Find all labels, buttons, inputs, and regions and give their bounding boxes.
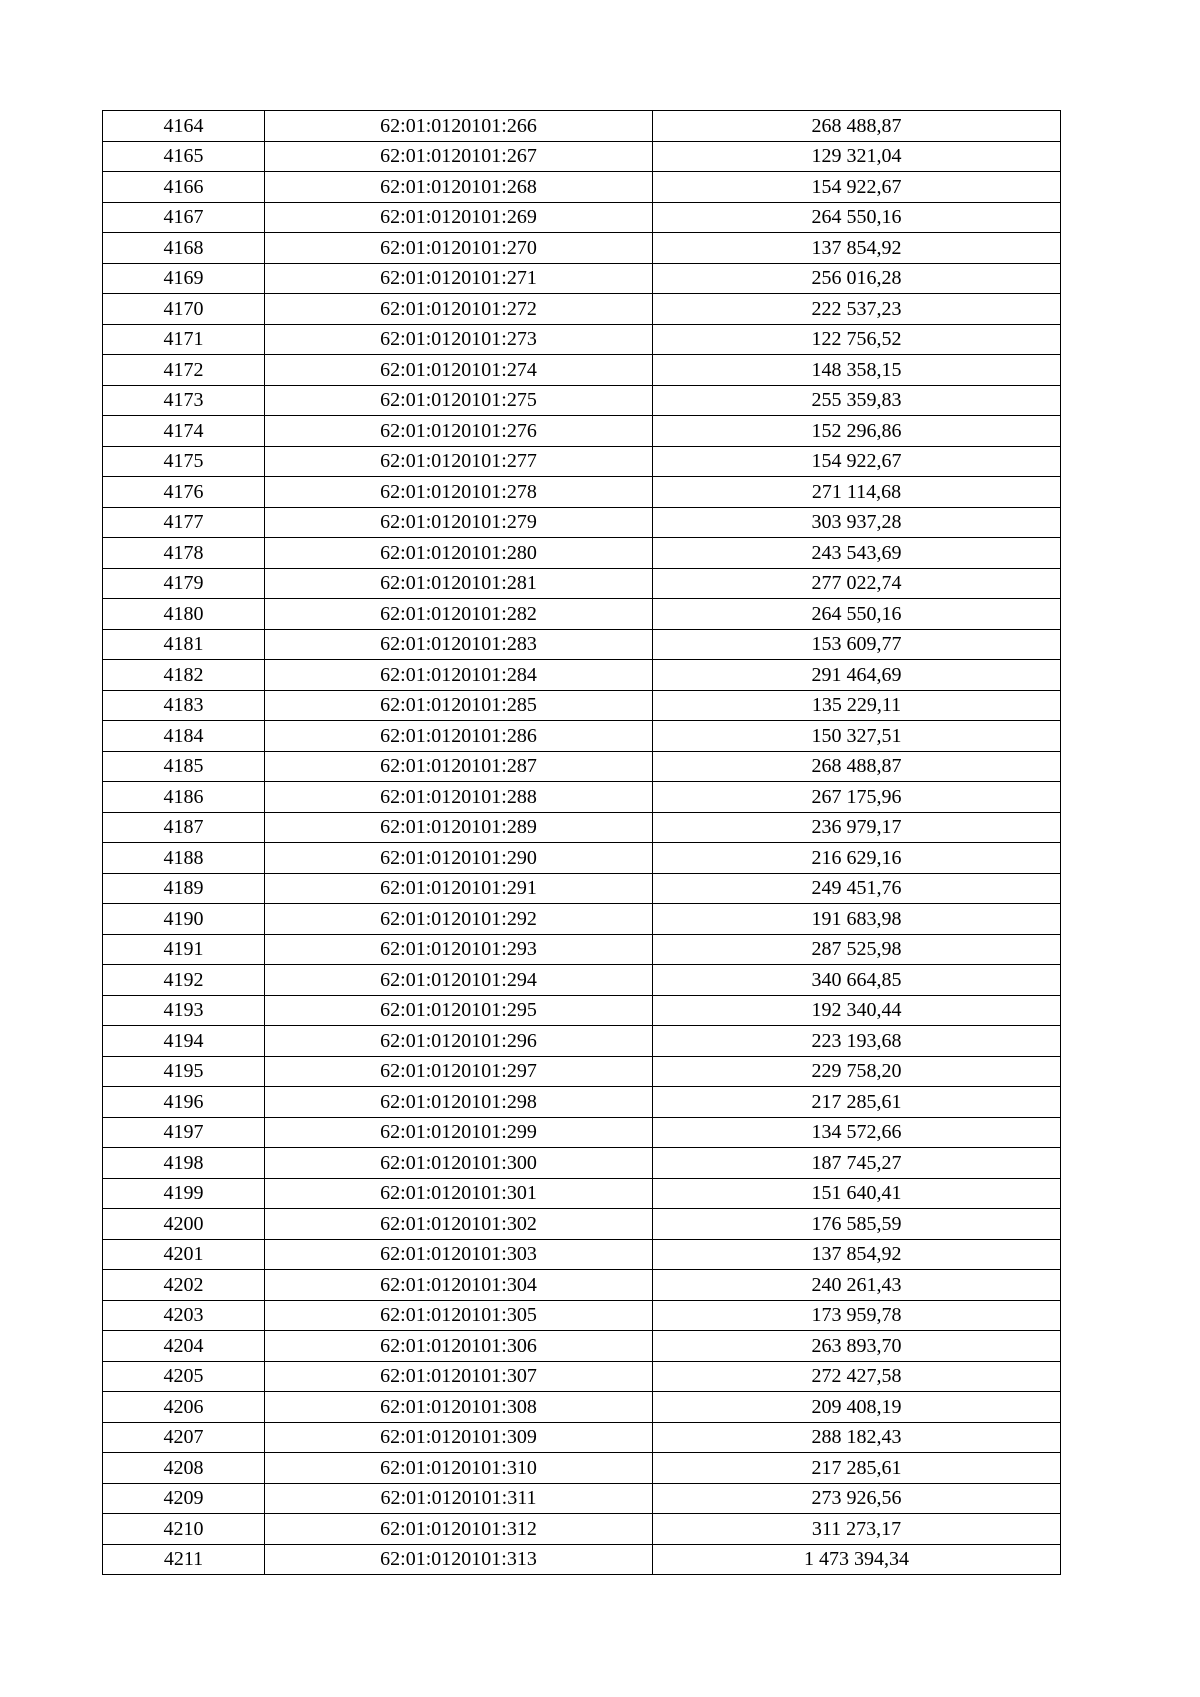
cadastral-number-cell: 62:01:0120101:309 — [265, 1422, 653, 1453]
row-number-cell: 4205 — [103, 1361, 265, 1392]
value-cell: 271 114,68 — [653, 477, 1061, 508]
cadastral-number-cell: 62:01:0120101:306 — [265, 1331, 653, 1362]
cadastral-number-cell: 62:01:0120101:285 — [265, 690, 653, 721]
cadastral-number-cell: 62:01:0120101:289 — [265, 812, 653, 843]
value-cell: 222 537,23 — [653, 294, 1061, 325]
value-cell: 236 979,17 — [653, 812, 1061, 843]
table-row — [103, 172, 1061, 203]
row-number-cell: 4180 — [103, 599, 265, 630]
value-cell: 273 926,56 — [653, 1483, 1061, 1514]
value-cell: 191 683,98 — [653, 904, 1061, 935]
row-number-cell: 4203 — [103, 1300, 265, 1331]
table-row — [103, 995, 1061, 1026]
value-cell: 135 229,11 — [653, 690, 1061, 721]
table-row — [103, 599, 1061, 630]
table-row — [103, 782, 1061, 813]
row-number-cell: 4177 — [103, 507, 265, 538]
table-row — [103, 202, 1061, 233]
table-row — [103, 233, 1061, 264]
row-number-cell: 4178 — [103, 538, 265, 569]
row-number-cell: 4211 — [103, 1544, 265, 1575]
row-number-cell: 4181 — [103, 629, 265, 660]
row-number-cell: 4184 — [103, 721, 265, 752]
cadastral-number-cell: 62:01:0120101:293 — [265, 934, 653, 965]
row-number-cell: 4200 — [103, 1209, 265, 1240]
value-cell: 150 327,51 — [653, 721, 1061, 752]
row-number-cell: 4172 — [103, 355, 265, 386]
table-row — [103, 751, 1061, 782]
row-number-cell: 4171 — [103, 324, 265, 355]
value-cell: 263 893,70 — [653, 1331, 1061, 1362]
row-number-cell: 4187 — [103, 812, 265, 843]
value-cell: 176 585,59 — [653, 1209, 1061, 1240]
value-cell: 148 358,15 — [653, 355, 1061, 386]
cadastral-number-cell: 62:01:0120101:277 — [265, 446, 653, 477]
row-number-cell: 4174 — [103, 416, 265, 447]
cadastral-number-cell: 62:01:0120101:313 — [265, 1544, 653, 1575]
cadastral-number-cell: 62:01:0120101:305 — [265, 1300, 653, 1331]
cadastral-number-cell: 62:01:0120101:274 — [265, 355, 653, 386]
cadastral-number-cell: 62:01:0120101:297 — [265, 1056, 653, 1087]
table-row — [103, 690, 1061, 721]
table-row — [103, 324, 1061, 355]
row-number-cell: 4196 — [103, 1087, 265, 1118]
table-row — [103, 1087, 1061, 1118]
row-number-cell: 4185 — [103, 751, 265, 782]
row-number-cell: 4195 — [103, 1056, 265, 1087]
table-row — [103, 568, 1061, 599]
row-number-cell: 4193 — [103, 995, 265, 1026]
table-row — [103, 965, 1061, 996]
value-cell: 229 758,20 — [653, 1056, 1061, 1087]
table-row — [103, 1117, 1061, 1148]
value-cell: 268 488,87 — [653, 751, 1061, 782]
row-number-cell: 4176 — [103, 477, 265, 508]
cadastral-number-cell: 62:01:0120101:307 — [265, 1361, 653, 1392]
cadastral-number-cell: 62:01:0120101:303 — [265, 1239, 653, 1270]
table-row — [103, 538, 1061, 569]
value-cell: 187 745,27 — [653, 1148, 1061, 1179]
table-row — [103, 1544, 1061, 1575]
table-row — [103, 934, 1061, 965]
table-row — [103, 477, 1061, 508]
cadastral-number-cell: 62:01:0120101:286 — [265, 721, 653, 752]
table-row — [103, 1239, 1061, 1270]
value-cell: 288 182,43 — [653, 1422, 1061, 1453]
cadastral-number-cell: 62:01:0120101:290 — [265, 843, 653, 874]
value-cell: 340 664,85 — [653, 965, 1061, 996]
table-row — [103, 294, 1061, 325]
row-number-cell: 4202 — [103, 1270, 265, 1301]
table-row — [103, 812, 1061, 843]
cadastral-number-cell: 62:01:0120101:292 — [265, 904, 653, 935]
table-row — [103, 1148, 1061, 1179]
cadastral-number-cell: 62:01:0120101:278 — [265, 477, 653, 508]
cadastral-number-cell: 62:01:0120101:280 — [265, 538, 653, 569]
value-cell: 1 473 394,34 — [653, 1544, 1061, 1575]
value-cell: 217 285,61 — [653, 1453, 1061, 1484]
table-row — [103, 355, 1061, 386]
value-cell: 217 285,61 — [653, 1087, 1061, 1118]
row-number-cell: 4192 — [103, 965, 265, 996]
cadastral-number-cell: 62:01:0120101:276 — [265, 416, 653, 447]
cadastral-value-table — [102, 110, 1061, 1575]
table-row — [103, 1392, 1061, 1423]
value-cell: 249 451,76 — [653, 873, 1061, 904]
row-number-cell: 4207 — [103, 1422, 265, 1453]
row-number-cell: 4209 — [103, 1483, 265, 1514]
table-row — [103, 1514, 1061, 1545]
table-row — [103, 904, 1061, 935]
value-cell: 137 854,92 — [653, 1239, 1061, 1270]
row-number-cell: 4206 — [103, 1392, 265, 1423]
table-row — [103, 1361, 1061, 1392]
row-number-cell: 4170 — [103, 294, 265, 325]
value-cell: 272 427,58 — [653, 1361, 1061, 1392]
table-row — [103, 111, 1061, 142]
row-number-cell: 4188 — [103, 843, 265, 874]
value-cell: 223 193,68 — [653, 1026, 1061, 1057]
cadastral-number-cell: 62:01:0120101:284 — [265, 660, 653, 691]
cadastral-number-cell: 62:01:0120101:267 — [265, 141, 653, 172]
value-cell: 303 937,28 — [653, 507, 1061, 538]
table-row — [103, 873, 1061, 904]
row-number-cell: 4201 — [103, 1239, 265, 1270]
cadastral-number-cell: 62:01:0120101:291 — [265, 873, 653, 904]
cadastral-number-cell: 62:01:0120101:298 — [265, 1087, 653, 1118]
cadastral-number-cell: 62:01:0120101:272 — [265, 294, 653, 325]
row-number-cell: 4173 — [103, 385, 265, 416]
row-number-cell: 4198 — [103, 1148, 265, 1179]
row-number-cell: 4169 — [103, 263, 265, 294]
table-row — [103, 660, 1061, 691]
value-cell: 173 959,78 — [653, 1300, 1061, 1331]
row-number-cell: 4191 — [103, 934, 265, 965]
table-row — [103, 1209, 1061, 1240]
table-row — [103, 1270, 1061, 1301]
value-cell: 240 261,43 — [653, 1270, 1061, 1301]
cadastral-number-cell: 62:01:0120101:301 — [265, 1178, 653, 1209]
cadastral-number-cell: 62:01:0120101:266 — [265, 111, 653, 142]
value-cell: 152 296,86 — [653, 416, 1061, 447]
cadastral-number-cell: 62:01:0120101:282 — [265, 599, 653, 630]
value-cell: 154 922,67 — [653, 172, 1061, 203]
cadastral-number-cell: 62:01:0120101:283 — [265, 629, 653, 660]
value-cell: 264 550,16 — [653, 202, 1061, 233]
value-cell: 137 854,92 — [653, 233, 1061, 264]
row-number-cell: 4182 — [103, 660, 265, 691]
value-cell: 291 464,69 — [653, 660, 1061, 691]
table-row — [103, 416, 1061, 447]
cadastral-number-cell: 62:01:0120101:310 — [265, 1453, 653, 1484]
table-row — [103, 1422, 1061, 1453]
cadastral-number-cell: 62:01:0120101:279 — [265, 507, 653, 538]
row-number-cell: 4166 — [103, 172, 265, 203]
table-row — [103, 1178, 1061, 1209]
value-cell: 151 640,41 — [653, 1178, 1061, 1209]
table-row — [103, 843, 1061, 874]
row-number-cell: 4186 — [103, 782, 265, 813]
row-number-cell: 4210 — [103, 1514, 265, 1545]
value-cell: 154 922,67 — [653, 446, 1061, 477]
value-cell: 287 525,98 — [653, 934, 1061, 965]
cadastral-number-cell: 62:01:0120101:288 — [265, 782, 653, 813]
cadastral-number-cell: 62:01:0120101:295 — [265, 995, 653, 1026]
cadastral-number-cell: 62:01:0120101:287 — [265, 751, 653, 782]
cadastral-number-cell: 62:01:0120101:270 — [265, 233, 653, 264]
value-cell: 216 629,16 — [653, 843, 1061, 874]
row-number-cell: 4199 — [103, 1178, 265, 1209]
value-cell: 264 550,16 — [653, 599, 1061, 630]
cadastral-number-cell: 62:01:0120101:304 — [265, 1270, 653, 1301]
table-body — [103, 111, 1061, 1575]
value-cell: 268 488,87 — [653, 111, 1061, 142]
row-number-cell: 4164 — [103, 111, 265, 142]
row-number-cell: 4194 — [103, 1026, 265, 1057]
cadastral-number-cell: 62:01:0120101:281 — [265, 568, 653, 599]
value-cell: 267 175,96 — [653, 782, 1061, 813]
cadastral-number-cell: 62:01:0120101:275 — [265, 385, 653, 416]
value-cell: 134 572,66 — [653, 1117, 1061, 1148]
cadastral-number-cell: 62:01:0120101:299 — [265, 1117, 653, 1148]
value-cell: 255 359,83 — [653, 385, 1061, 416]
cadastral-number-cell: 62:01:0120101:271 — [265, 263, 653, 294]
table-row — [103, 1483, 1061, 1514]
row-number-cell: 4190 — [103, 904, 265, 935]
cadastral-number-cell: 62:01:0120101:312 — [265, 1514, 653, 1545]
table-row — [103, 1026, 1061, 1057]
row-number-cell: 4197 — [103, 1117, 265, 1148]
value-cell: 122 756,52 — [653, 324, 1061, 355]
table-row — [103, 1331, 1061, 1362]
cadastral-number-cell: 62:01:0120101:273 — [265, 324, 653, 355]
value-cell: 153 609,77 — [653, 629, 1061, 660]
row-number-cell: 4208 — [103, 1453, 265, 1484]
cadastral-number-cell: 62:01:0120101:300 — [265, 1148, 653, 1179]
row-number-cell: 4189 — [103, 873, 265, 904]
row-number-cell: 4183 — [103, 690, 265, 721]
table-row — [103, 1056, 1061, 1087]
cadastral-number-cell: 62:01:0120101:294 — [265, 965, 653, 996]
row-number-cell: 4179 — [103, 568, 265, 599]
table-row — [103, 507, 1061, 538]
value-cell: 256 016,28 — [653, 263, 1061, 294]
cadastral-number-cell: 62:01:0120101:302 — [265, 1209, 653, 1240]
table-row — [103, 263, 1061, 294]
cadastral-number-cell: 62:01:0120101:296 — [265, 1026, 653, 1057]
table-row — [103, 385, 1061, 416]
cadastral-number-cell: 62:01:0120101:311 — [265, 1483, 653, 1514]
value-cell: 277 022,74 — [653, 568, 1061, 599]
value-cell: 311 273,17 — [653, 1514, 1061, 1545]
value-cell: 209 408,19 — [653, 1392, 1061, 1423]
value-cell: 192 340,44 — [653, 995, 1061, 1026]
row-number-cell: 4175 — [103, 446, 265, 477]
value-cell: 243 543,69 — [653, 538, 1061, 569]
table-row — [103, 629, 1061, 660]
table-row — [103, 141, 1061, 172]
cadastral-number-cell: 62:01:0120101:308 — [265, 1392, 653, 1423]
row-number-cell: 4165 — [103, 141, 265, 172]
cadastral-number-cell: 62:01:0120101:268 — [265, 172, 653, 203]
cadastral-number-cell: 62:01:0120101:269 — [265, 202, 653, 233]
row-number-cell: 4168 — [103, 233, 265, 264]
table-row — [103, 446, 1061, 477]
table-row — [103, 1300, 1061, 1331]
value-cell: 129 321,04 — [653, 141, 1061, 172]
table-row — [103, 721, 1061, 752]
row-number-cell: 4167 — [103, 202, 265, 233]
table-row — [103, 1453, 1061, 1484]
row-number-cell: 4204 — [103, 1331, 265, 1362]
